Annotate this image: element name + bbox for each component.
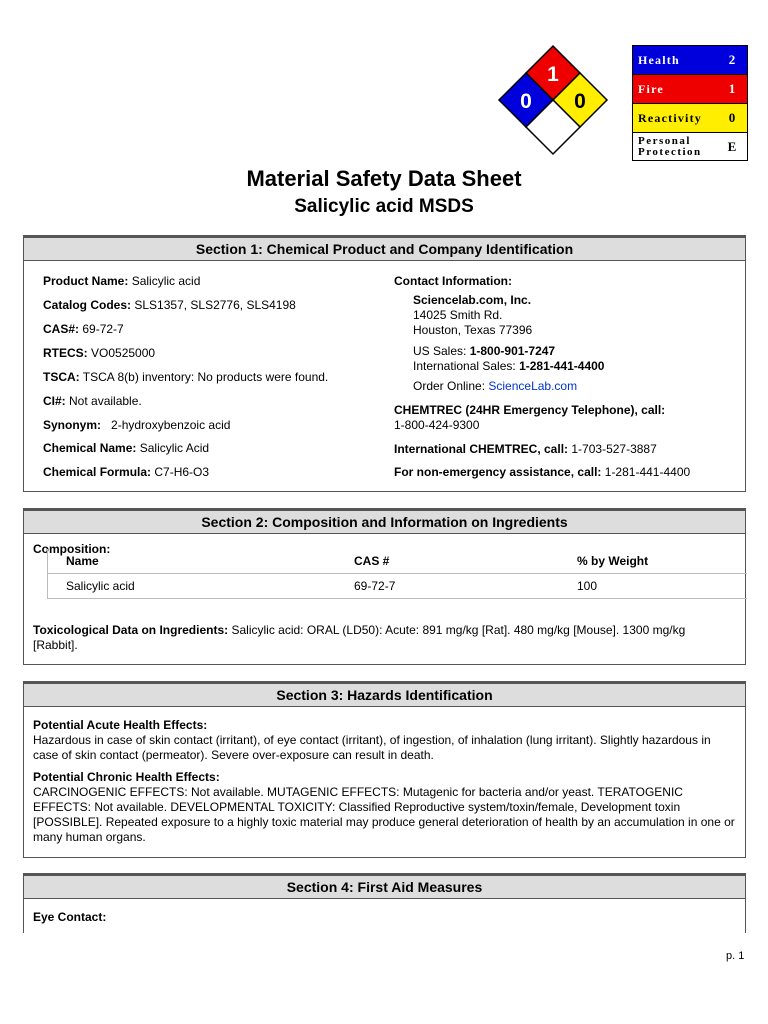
field-label: US Sales: bbox=[413, 344, 467, 358]
page-number: p. 1 bbox=[726, 950, 745, 962]
section-heading: Section 4: First Aid Measures bbox=[24, 874, 745, 899]
composition-table bbox=[47, 549, 747, 599]
hazard-value: 2 bbox=[728, 52, 736, 67]
ci-field bbox=[43, 394, 142, 408]
hazard-rating-table bbox=[632, 45, 748, 161]
section-heading: Section 1: Chemical Product and Company Identification bbox=[24, 236, 745, 261]
field-label: CAS#: bbox=[43, 322, 80, 336]
chemtrec-value: 1-800-424-9300 bbox=[394, 418, 480, 432]
hazard-row-health bbox=[633, 46, 747, 75]
company-name bbox=[413, 293, 531, 307]
nfpa-reactivity-value: 0 bbox=[574, 90, 586, 113]
field-value: CARCINOGENIC EFFECTS: Not available. MUTAGENIC EFFECTS: Mutagenic for bacteria and/or yeast. TERATOGENIC EFFECTS: Not available. DEVELOPMENTAL TOXICITY: Classified Reproductive system/toxin/female, Development toxin [POSSIBLE]. Repeated exposure to a highly toxic material may produce general deterioration of health by an accumulation in one or many human organs. bbox=[33, 785, 735, 844]
field-value: 1-281-441-4400 bbox=[604, 465, 691, 479]
acute-health-effects bbox=[33, 718, 738, 763]
toxicological-data bbox=[33, 623, 733, 653]
field-label: Synonym: bbox=[43, 418, 102, 432]
rtecs-field bbox=[43, 346, 155, 360]
field-label: Order Online: bbox=[413, 379, 486, 393]
section-4 bbox=[23, 873, 746, 933]
hazard-value: 1 bbox=[728, 81, 736, 96]
field-label: TSCA: bbox=[43, 370, 80, 384]
section-heading: Section 3: Hazards Identification bbox=[24, 682, 745, 707]
document-title: Material Safety Data Sheet bbox=[246, 166, 522, 191]
table-header-row bbox=[48, 549, 748, 574]
address-line-2: Houston, Texas 77396 bbox=[413, 323, 533, 337]
address-line-1: 14025 Smith Rd. bbox=[413, 308, 503, 322]
column-header: CAS # bbox=[336, 549, 559, 574]
field-label: Contact Information: bbox=[394, 274, 512, 288]
eye-contact-label bbox=[33, 910, 106, 924]
hazard-row-personal-protection bbox=[633, 133, 747, 160]
table-cell: 69-72-7 bbox=[336, 574, 559, 599]
order-online-link[interactable]: ScienceLab.com bbox=[488, 379, 578, 393]
non-emergency-field bbox=[394, 465, 690, 479]
field-value: Salicylic acid bbox=[131, 274, 201, 288]
field-value: TSCA 8(b) inventory: No products were found. bbox=[82, 370, 329, 384]
nfpa-diamond bbox=[497, 44, 609, 156]
order-online-field bbox=[413, 379, 577, 393]
column-header: % by Weight bbox=[559, 549, 747, 574]
field-value: Sciencelab.com, Inc. bbox=[413, 293, 532, 307]
hazard-value: E bbox=[727, 138, 737, 154]
hazard-row-reactivity bbox=[633, 104, 747, 133]
hazard-label bbox=[633, 136, 717, 158]
field-value: Hazardous in case of skin contact (irritant), of eye contact (irritant), of ingestion, of inhalation (lung irritant). Slightly hazardous in case of skin contact (permeator). Severe over-exposure can result in death. bbox=[33, 733, 711, 762]
chronic-health-effects bbox=[33, 770, 738, 845]
section-heading: Section 2: Composition and Information on Ingredients bbox=[24, 509, 745, 534]
field-label: RTECS: bbox=[43, 346, 88, 360]
pp-line2: Protection bbox=[638, 145, 702, 158]
intl-sales-field bbox=[413, 359, 604, 373]
field-label: Composition: bbox=[33, 542, 111, 556]
field-value: 2-hydroxybenzoic acid bbox=[111, 418, 231, 432]
synonym-field bbox=[43, 418, 230, 432]
nfpa-health-value: 0 bbox=[520, 90, 532, 113]
field-label: Eye Contact: bbox=[33, 910, 107, 924]
field-label: Potential Chronic Health Effects: bbox=[33, 770, 220, 784]
document-subtitle: Salicylic acid MSDS bbox=[294, 196, 474, 217]
field-label: Toxicological Data on Ingredients: bbox=[33, 623, 229, 637]
field-label: Catalog Codes: bbox=[43, 298, 132, 312]
field-value: SLS1357, SLS2776, SLS4198 bbox=[134, 298, 296, 312]
hazard-label: Fire bbox=[638, 81, 664, 96]
us-sales-field bbox=[413, 344, 555, 358]
field-label: International Sales: bbox=[413, 359, 516, 373]
table-cell: Salicylic acid bbox=[48, 574, 337, 599]
section-3 bbox=[23, 681, 746, 858]
pp-line1: Personal bbox=[638, 134, 691, 147]
field-label: For non-emergency assistance, call: bbox=[394, 465, 602, 479]
nfpa-fire-value: 1 bbox=[547, 63, 559, 86]
field-label: CHEMTREC (24HR Emergency Telephone), call: bbox=[394, 403, 666, 417]
field-label: Product Name: bbox=[43, 274, 129, 288]
intl-chemtrec-field bbox=[394, 442, 657, 456]
field-label: Chemical Name: bbox=[43, 441, 137, 455]
table-row bbox=[48, 574, 748, 599]
section-2 bbox=[23, 508, 746, 665]
section-1 bbox=[23, 235, 746, 492]
hazard-value: 0 bbox=[728, 110, 736, 125]
field-value: VO0525000 bbox=[91, 346, 156, 360]
field-value: 69-72-7 bbox=[82, 322, 124, 336]
field-label: Potential Acute Health Effects: bbox=[33, 718, 208, 732]
product-name-field bbox=[43, 274, 200, 288]
field-value: 1-281-441-4400 bbox=[519, 359, 605, 373]
field-value: 1-703-527-3887 bbox=[571, 442, 657, 456]
field-value: C7-H6-O3 bbox=[154, 465, 210, 479]
chemical-name-field bbox=[43, 441, 209, 455]
hazard-row-fire bbox=[633, 75, 747, 104]
chemical-formula-field bbox=[43, 465, 209, 479]
catalog-codes-field bbox=[43, 298, 296, 312]
hazard-label: Reactivity bbox=[638, 110, 702, 125]
cas-field bbox=[43, 322, 124, 336]
field-value: Salicylic acid: ORAL (LD50): Acute: 891 mg/kg [Rat]. 480 mg/kg [Mouse]. 1300 mg/kg [Rabbit]. bbox=[33, 623, 686, 652]
field-value: Salicylic Acid bbox=[139, 441, 210, 455]
field-label: CI#: bbox=[43, 394, 66, 408]
chemtrec-label bbox=[394, 403, 665, 417]
hazard-label: Health bbox=[638, 52, 680, 67]
contact-info-label bbox=[394, 274, 512, 288]
tsca-field bbox=[43, 370, 328, 384]
field-label: Chemical Formula: bbox=[43, 465, 152, 479]
table-cell: 100 bbox=[559, 574, 747, 599]
field-value: 1-800-901-7247 bbox=[469, 344, 556, 358]
field-value: Not available. bbox=[69, 394, 142, 408]
field-label: International CHEMTREC, call: bbox=[394, 442, 569, 456]
column-header: Name bbox=[48, 549, 337, 574]
